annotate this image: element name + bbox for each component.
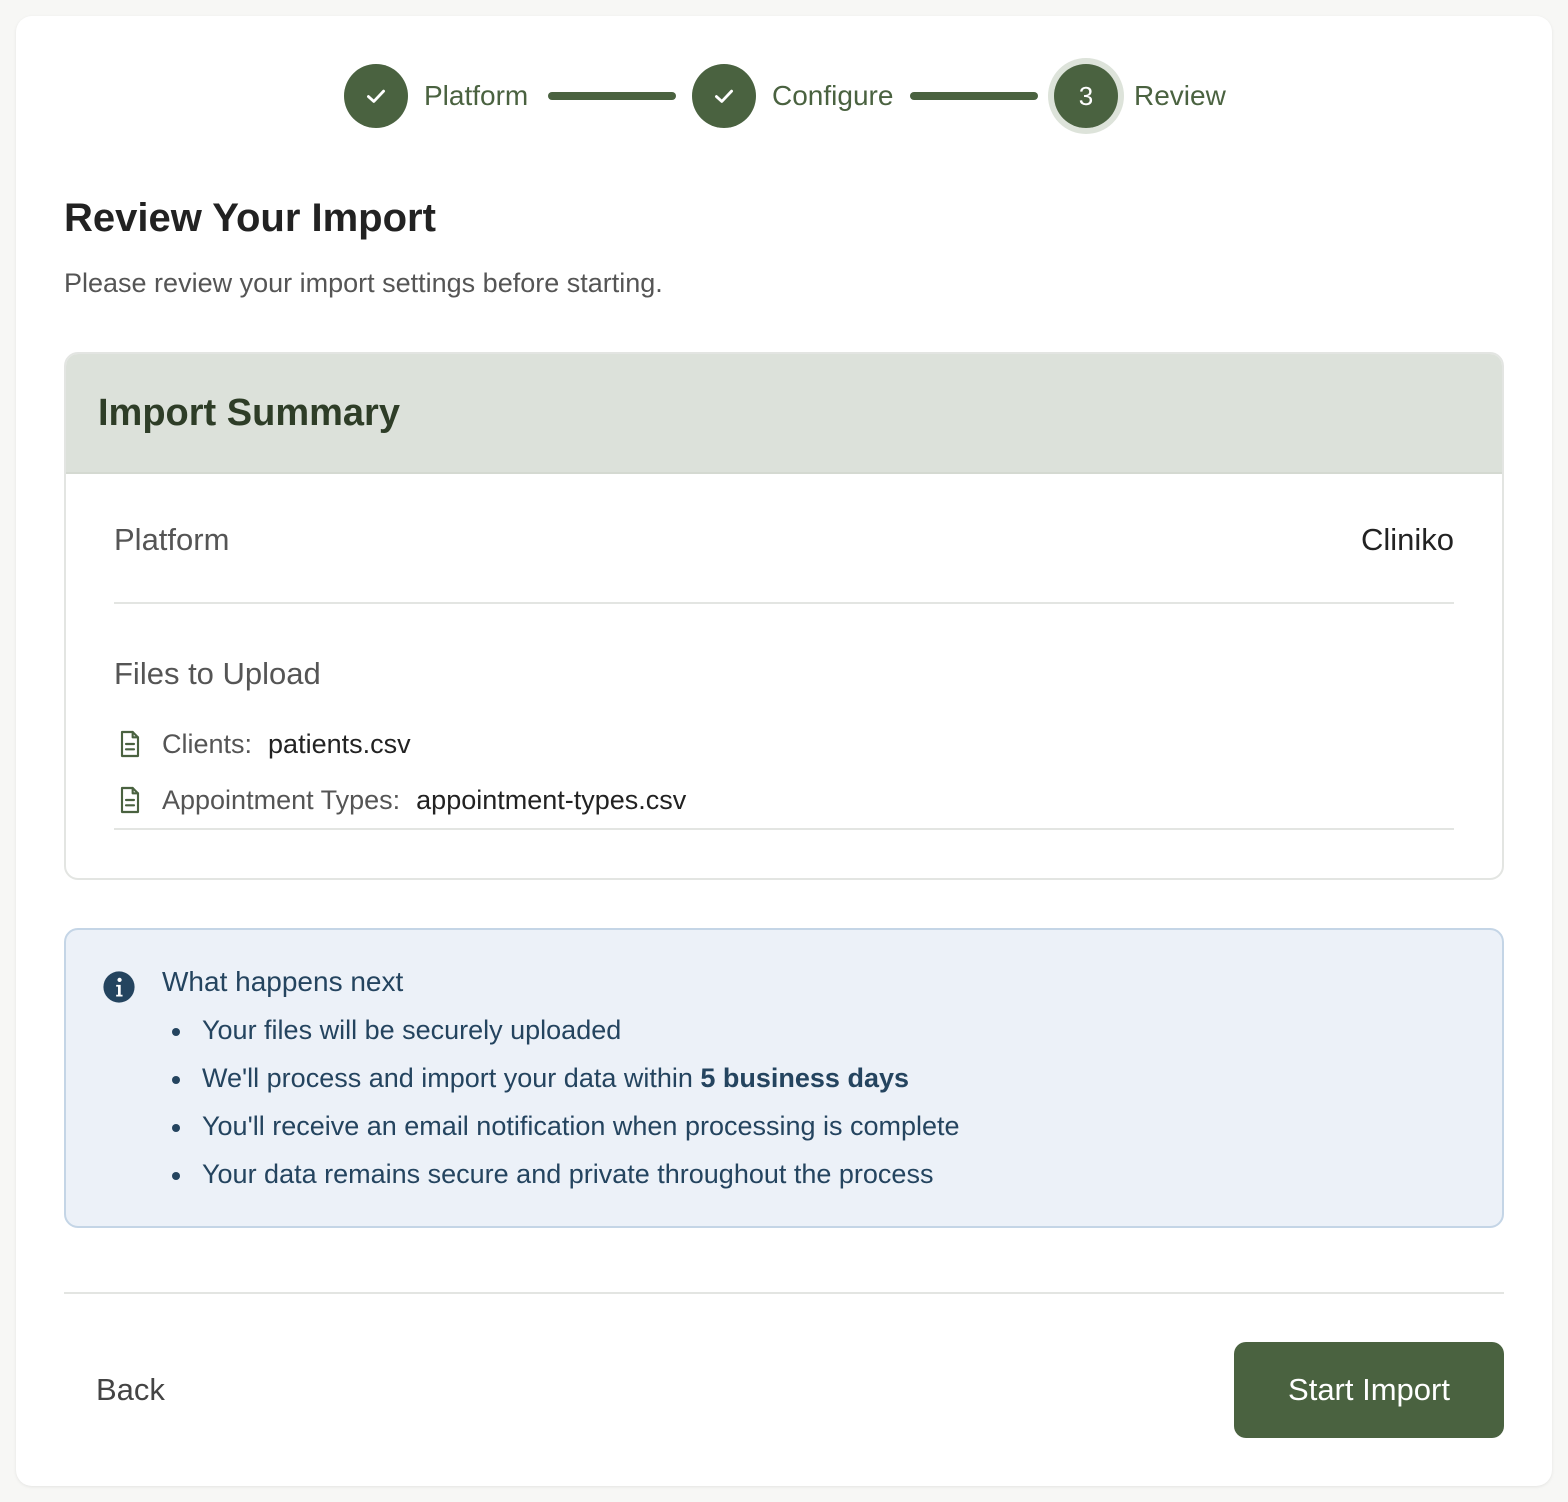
info-highlight: 5 business days [700, 1063, 909, 1093]
info-item: Your data remains secure and private throughout the process [162, 1156, 960, 1204]
step-connector [910, 92, 1038, 100]
step-review-indicator [1054, 64, 1118, 128]
files-section [114, 604, 1454, 830]
check-icon [711, 83, 737, 109]
file-item [114, 716, 1454, 772]
step-number: 3 [1078, 80, 1094, 111]
file-text-icon [114, 728, 146, 760]
page-subtitle: Please review your import settings before starting. [64, 268, 663, 298]
import-wizard-card [16, 16, 1552, 1486]
step-platform-label: Platform [424, 80, 529, 111]
footer-divider [64, 1292, 1504, 1294]
files-title: Files to Upload [114, 656, 321, 691]
info-circle-icon [102, 970, 136, 1004]
step-connector [548, 92, 676, 100]
file-text-icon [114, 784, 146, 816]
import-summary-panel [64, 352, 1504, 880]
step-review-label: Review [1134, 80, 1226, 111]
file-type-label: Clients: [162, 728, 253, 759]
step-platform-indicator [344, 64, 408, 128]
info-item: Your files will be securely uploaded [162, 1012, 960, 1060]
platform-row [114, 474, 1454, 604]
file-name: appointment-types.csv [416, 784, 687, 815]
check-icon [363, 83, 389, 109]
info-item: We'll process and import your data within 5 business days [162, 1060, 960, 1108]
step-configure-indicator [692, 64, 756, 128]
file-item [114, 772, 1454, 828]
info-box [64, 928, 1504, 1228]
summary-title: Import Summary [98, 391, 400, 434]
platform-value: Cliniko [1360, 522, 1454, 557]
platform-label: Platform [114, 522, 230, 557]
file-name: patients.csv [268, 728, 411, 759]
stepper [16, 64, 1552, 128]
step-configure-label: Configure [772, 80, 894, 111]
info-item: You'll receive an email notification when processing is complete [162, 1108, 960, 1156]
file-type-label: Appointment Types: [162, 784, 401, 815]
start-import-button[interactable]: Start Import [1234, 1342, 1504, 1438]
summary-body [66, 474, 1502, 830]
page-title: Review Your Import [64, 196, 436, 240]
info-list [162, 1012, 960, 1204]
info-title: What happens next [162, 966, 404, 997]
summary-header [66, 354, 1502, 474]
back-button[interactable]: Back [96, 1358, 165, 1422]
